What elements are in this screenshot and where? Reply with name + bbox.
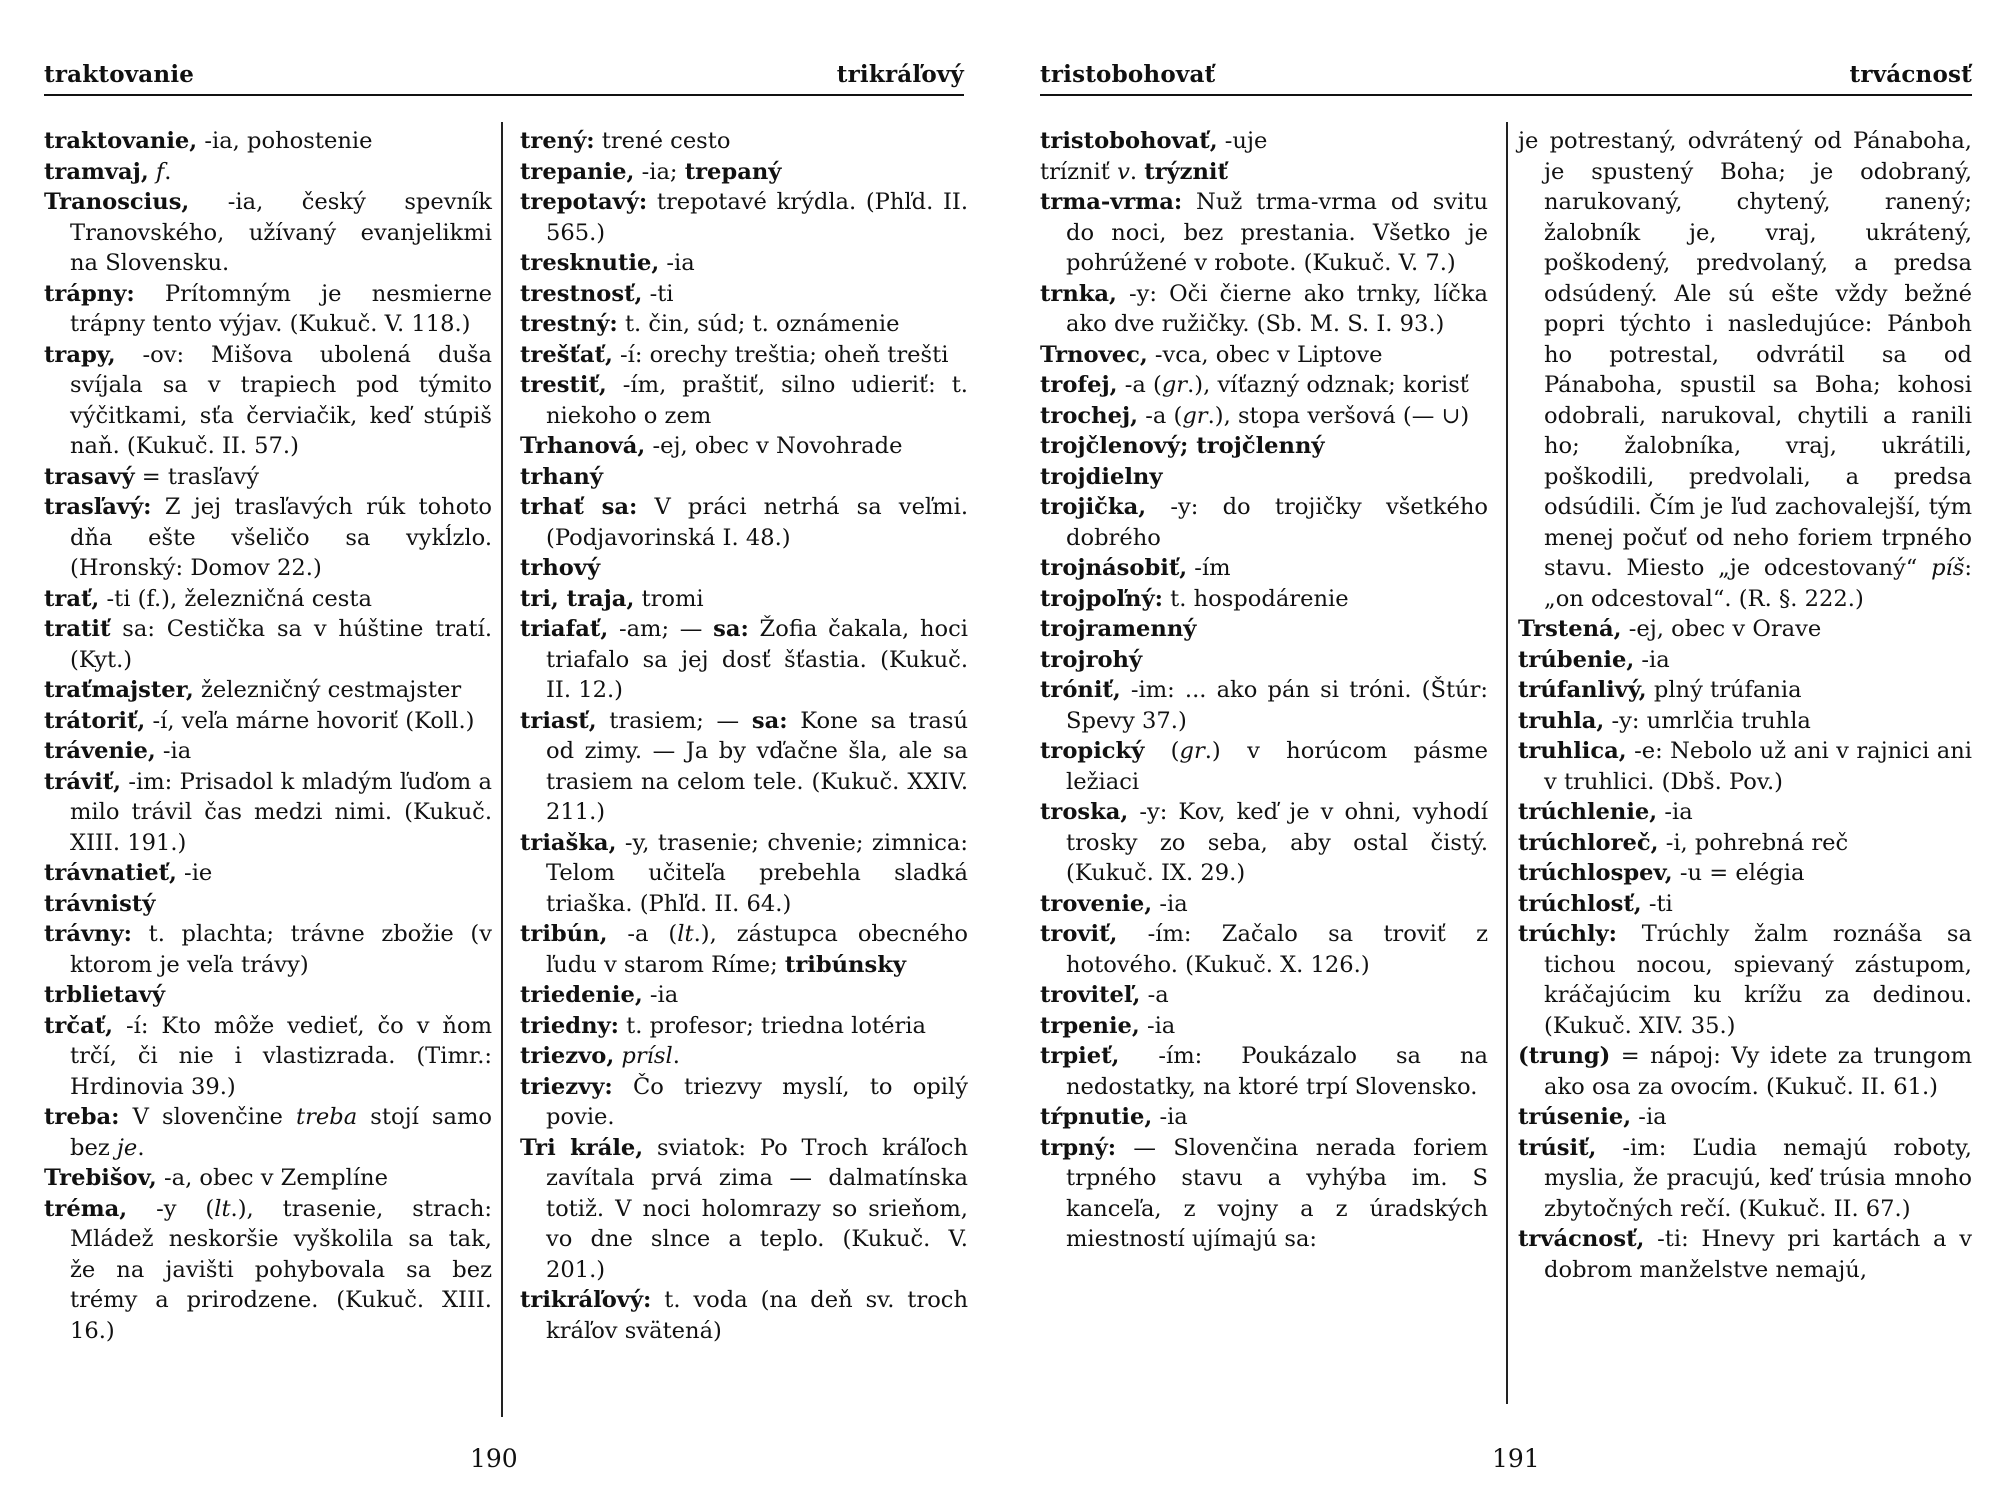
dictionary-entry: trávnistý	[44, 890, 156, 917]
dictionary-entry: trojička, -y: do trojičky všetkého dobrého	[1040, 494, 1488, 551]
dictionary-entry: trnka, -y: Oči čierne ako trnky, líčka ako dve ružičky. (Sb. M. S. I. 93.)	[1040, 280, 1488, 337]
dictionary-entry: tratiť sa: Cestička sa v húštine tratí. (Kyt.)	[44, 616, 492, 673]
dictionary-entry: troska, -y: Kov, keď je v ohni, vyhodí trosky zo seba, aby ostal čistý. (Kukuč. IX. 29.)	[1040, 799, 1488, 886]
dictionary-column	[1040, 126, 1488, 1255]
column-divider	[501, 122, 503, 1417]
dictionary-column	[520, 126, 968, 1346]
column-divider	[1506, 122, 1508, 1404]
dictionary-entry: trhaný	[520, 463, 603, 490]
dictionary-entry: Tranoscius, -ia, český spevník Tranovského, užívaný evanjelikmi na Slovensku.	[44, 189, 492, 276]
dictionary-entry: trovenie, -ia	[1040, 890, 1188, 917]
dictionary-entry: trasavý = trasľavý	[44, 463, 260, 490]
dictionary-column	[44, 126, 492, 1346]
dictionary-entry: trúchly: Trúchly žalm roznáša sa tichou nocou, spievaný zástupom, kráčajúcim ku krížu za dedinou. (Kukuč. XIV. 35.)	[1518, 921, 1972, 1039]
dictionary-entry: trúsenie, -ia	[1518, 1104, 1667, 1130]
dictionary-entry: trepanie, -ia; trepaný	[520, 158, 782, 185]
dictionary-entry: tresknutie, -ia	[520, 250, 695, 276]
dictionary-entry: trpný: — Slovenčina nerada foriem trpného stavu a vyhýba im. S kanceľa, z vojny a z úradských miestností ujímajú sa:	[1040, 1134, 1488, 1252]
dictionary-entry: trúchlosť, -ti	[1518, 890, 1673, 917]
dictionary-entry: trávnatieť, -ie	[44, 860, 213, 886]
dictionary-entry: trpieť, -ím: Poukázalo sa na nedostatky, na ktoré trpí Slovensko.	[1040, 1043, 1488, 1100]
dictionary-entry: trúchlenie, -ia	[1518, 799, 1693, 825]
dictionary-entry: Tri krále, sviatok: Po Troch kráľoch zavítala prvá zima — dalmatínska totiž. V noci holomrazy so srieňom, vo dne slnce a teplo. (Kukuč. V. 201.)	[520, 1134, 968, 1283]
dictionary-entry: Trebišov, -a, obec v Zemplíne	[44, 1165, 388, 1191]
dictionary-entry: tréma, -y (lt.), trasenie, strach: Mládež neskoršie vyškolila sa tak, že na javišti pohybovala sa bez trémy a prirodzene. (Kukuč. XIII. 16.)	[44, 1195, 493, 1344]
dictionary-entry: truhla, -y: umrlčia truhla	[1518, 707, 1811, 734]
dictionary-entry: trojramenný	[1040, 616, 1197, 642]
dictionary-entry: triedenie, -ia	[520, 982, 679, 1008]
dictionary-column	[1518, 126, 1972, 1285]
dictionary-entry: trapy, -ov: Mišova ubolená duša svíjala sa v trapiech pod týmito výčitkami, sťa červiačik, keď stúpiš naň. (Kukuč. II. 57.)	[44, 341, 492, 459]
dictionary-entry: trestiť, -ím, praštiť, silno udieriť: t. niekoho o zem	[520, 372, 968, 429]
dictionary-entry: trať, -ti (f.), železničná cesta	[44, 585, 372, 612]
header-last-headword: trikráľový	[836, 61, 964, 88]
dictionary-entry: trápny: Prítomným je nesmierne trápny tento výjav. (Kukuč. V. 118.)	[44, 280, 492, 337]
page-number: 191	[1492, 1444, 1540, 1473]
dictionary-entry: trojrohý	[1040, 646, 1143, 673]
header-first-headword: traktovanie	[44, 61, 195, 88]
dictionary-entry: traktovanie, -ia, pohostenie	[44, 128, 373, 154]
dictionary-entry: trčať, -í: Kto môže vedieť, čo v ňom trčí, či nie i vlastizrada. (Timr.: Hrdinovia 39.)	[44, 1012, 492, 1100]
dictionary-entry: trepotavý: trepotavé krýdla. (Phľd. II. 565.)	[520, 189, 968, 246]
running-header	[1040, 58, 1972, 96]
dictionary-entry: Trhanová, -ej, obec v Novohrade	[520, 433, 903, 459]
dictionary-entry: trízniť v. trýzniť	[1040, 158, 1228, 185]
dictionary-entry: trúchloreč, -i, pohrebná reč	[1518, 829, 1849, 856]
dictionary-entry: trma-vrma: Nuž trma-vrma od svitu do noci, bez prestania. Všetko je pohrúžené v robote. (Kukuč. V. 7.)	[1040, 189, 1488, 276]
dictionary-entry: trestný: t. čin, súd; t. oznámenie	[520, 311, 900, 337]
page-number: 190	[470, 1444, 518, 1473]
dictionary-entry: trávenie, -ia	[44, 738, 192, 764]
header-last-headword: trvácnosť	[1849, 61, 1972, 88]
dictionary-entry: tróniť, -im: ... ako pán si tróni. (Štúr: Spevy 37.)	[1040, 677, 1488, 734]
dictionary-entry: tŕpnutie, -ia	[1040, 1104, 1188, 1130]
dictionary-entry: Trnovec, -vca, obec v Liptove	[1040, 341, 1383, 368]
dictionary-entry: triedny: t. profesor; triedna lotéria	[520, 1012, 926, 1039]
dictionary-entry: trávny: t. plachta; trávne zbožie (v ktorom je veľa trávy)	[44, 921, 492, 978]
dictionary-entry: trestnosť, -ti	[520, 280, 674, 307]
dictionary-entry: trojdielny	[1040, 463, 1163, 490]
dictionary-entry: tribún, -a (lt.), zástupca obecného ľudu v starom Ríme; tribúnsky	[520, 921, 968, 978]
dictionary-entry: trátoriť, -í, veľa márne hovoriť (Koll.)	[44, 707, 475, 734]
dictionary-entry: triafať, -am; — sa: Žofia čakala, hoci triafalo sa jej dosť šťastia. (Kukuč. II. 12.)	[520, 616, 968, 703]
dictionary-entry: tráviť, -im: Prisadol k mladým ľuďom a milo trávil čas medzi nimi. (Kukuč. XIII. 191.)	[44, 768, 492, 856]
dictionary-entry: tropický (gr.) v horúcom pásme ležiaci	[1040, 738, 1488, 795]
right-page	[998, 0, 1996, 1500]
dictionary-entry: trený: trené cesto	[520, 128, 731, 154]
dictionary-entry: trúsiť, -im: Ľudia nemajú roboty, myslia, že pracujú, keď trúsia mnoho zbytočných rečí. (Kukuč. II. 67.)	[1518, 1134, 1972, 1222]
dictionary-entry: trasľavý: Z jej trasľavých rúk tohoto dňa ešte všeličo sa vykĺzlo. (Hronský: Domov 22.)	[44, 494, 492, 581]
dictionary-entry: trofej, -a (gr.), víťazný odznak; korisť	[1040, 372, 1469, 398]
dictionary-entry: triezvo, prísl.	[520, 1043, 680, 1069]
dictionary-entry: trhať sa: V práci netrhá sa veľmi. (Podjavorinská I. 48.)	[520, 494, 968, 551]
dictionary-entry: tri, traja, tromi	[520, 585, 704, 612]
dictionary-entry: troviť, -ím: Začalo sa troviť z hotového. (Kukuč. X. 126.)	[1040, 921, 1488, 978]
dictionary-entry: trúchlospev, -u = elégia	[1518, 860, 1805, 886]
dictionary-entry: (trung) = nápoj: Vy idete za trungom ako osa za ovocím. (Kukuč. II. 61.)	[1518, 1043, 1972, 1100]
header-first-headword: tristobohovať	[1040, 61, 1216, 88]
dictionary-entry: trochej, -a (gr.), stopa veršová (— ∪)	[1040, 402, 1470, 429]
running-header	[44, 58, 964, 96]
dictionary-entry: Trstená, -ej, obec v Orave	[1518, 616, 1822, 642]
dictionary-entry: trpenie, -ia	[1040, 1012, 1176, 1039]
dictionary-entry: trhový	[520, 555, 601, 581]
dictionary-entry: tristobohovať, -uje	[1040, 128, 1268, 154]
dictionary-entry: troviteľ, -a	[1040, 982, 1169, 1008]
dictionary-entry: trvácnosť, -ti: Hnevy pri kartách a v dobrom manželstve nemajú,	[1518, 1226, 1972, 1283]
dictionary-entry: trojnásobiť, -ím	[1040, 555, 1231, 581]
dictionary-entry: trojpoľný: t. hospodárenie	[1040, 585, 1349, 612]
dictionary-entry: je potrestaný, odvrátený od Pánaboha, je spustený Boha; je odobraný, narukovaný, chytený, ranený; žalobník je, vraj, ukrátený, poškodený, predvolaný, a predsa odsúdený. Ale sú ešte vždy bežné popri týchto i nasledujúce: Pánboh ho potrestal, odvrátil sa od Pánaboha, spustil sa Boha; kohosi odobrali, narukoval, chytili a ranili ho; žalobníka, vraj, ukrátili, poškodili, predvolali, a predsa odsúdili. Čím je ľud zachovalejší, tým menej počuť od neho foriem trpného stavu. Miesto „je odcestovaný“ píš: „on odcestoval“. (R. §. 222.)	[1518, 128, 1972, 612]
dictionary-entry: trúbenie, -ia	[1518, 646, 1670, 673]
dictionary-entry: triezvy: Čo triezvy myslí, to opilý povie.	[520, 1073, 968, 1130]
dictionary-entry: treba: V slovenčine treba stojí samo bez je.	[44, 1104, 492, 1161]
dictionary-entry: trikráľový: t. voda (na deň sv. troch kráľov svätená)	[520, 1287, 968, 1344]
dictionary-entry: trblietavý	[44, 982, 166, 1008]
dictionary-entry: triaška, -y, trasenie; chvenie; zimnica: Telom učiteľa prebehla sladká triaška. (Phľd. II. 64.)	[520, 829, 968, 917]
dictionary-entry: trešťať, -í: orechy treštia; oheň trešti	[520, 341, 949, 368]
dictionary-entry: tramvaj, f.	[44, 158, 172, 185]
dictionary-entry: traťmajster, železničný cestmajster	[44, 677, 462, 703]
dictionary-entry: trúfanlivý, plný trúfania	[1518, 677, 1802, 703]
dictionary-entry: triasť, trasiem; — sa: Kone sa trasú od zimy. — Ja by vďačne šla, ale sa trasiem na celom tele. (Kukuč. XXIV. 211.)	[520, 707, 969, 825]
dictionary-entry: truhlica, -e: Nebolo už ani v rajnici ani v truhlici. (Dbš. Pov.)	[1518, 738, 1972, 795]
dictionary-entry: trojčlenový; trojčlenný	[1040, 433, 1325, 459]
